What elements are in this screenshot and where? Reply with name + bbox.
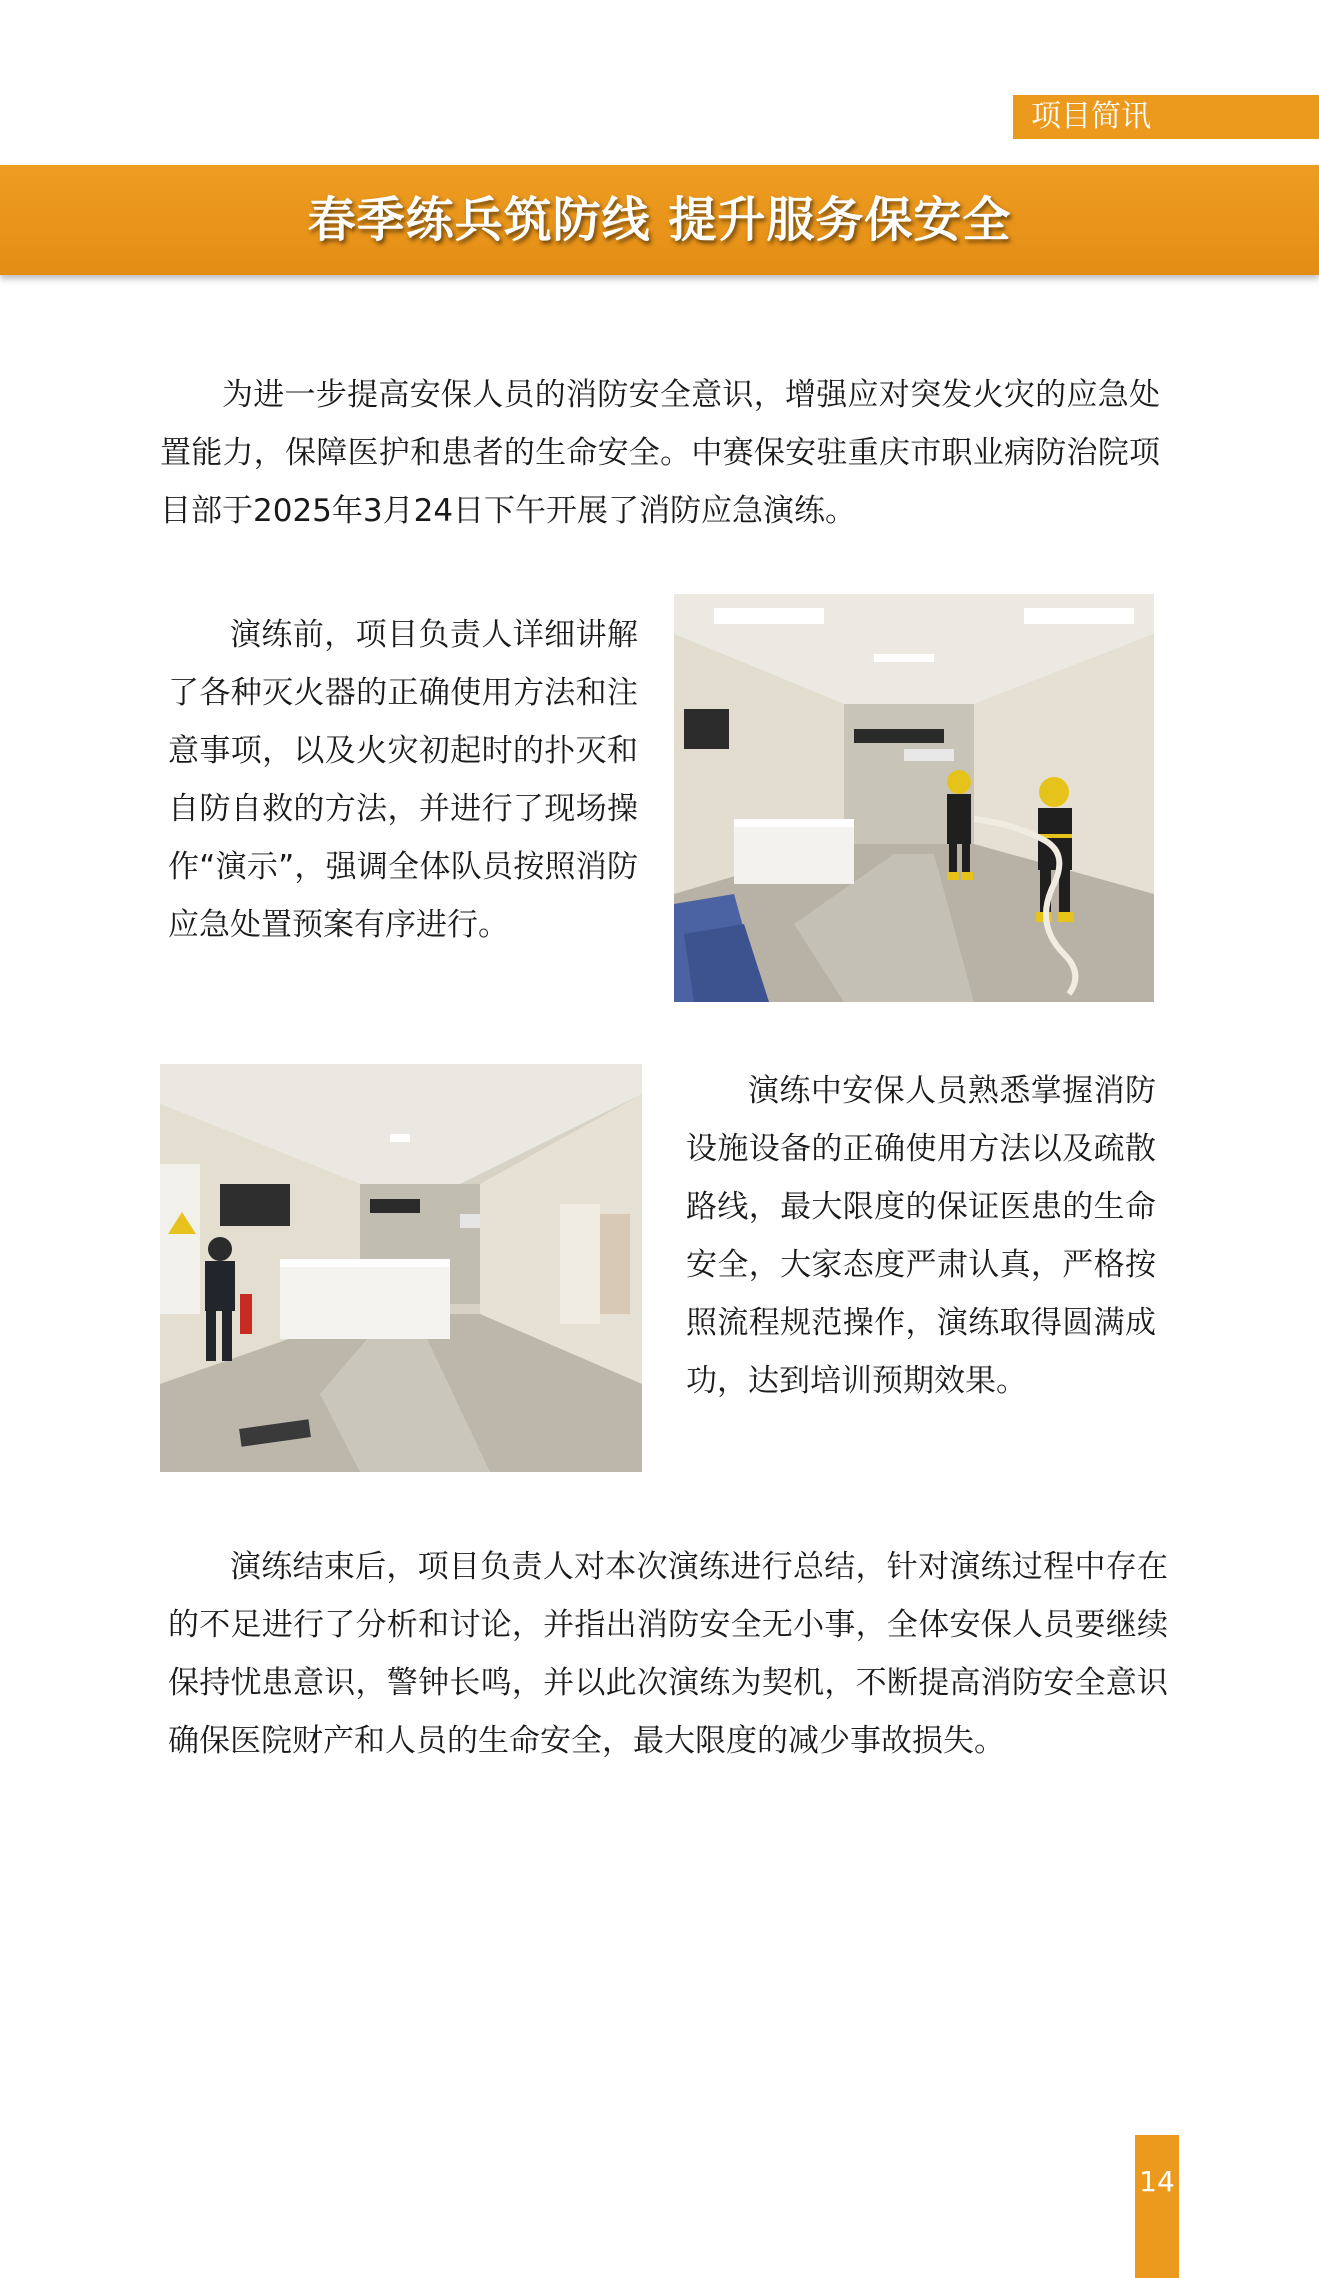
page-number: 14 [1139, 2165, 1175, 2198]
title-banner [0, 165, 1319, 275]
summary-paragraph: 演练结束后，项目负责人对本次演练进行总结，针对演练过程中存在的不足进行了分析和讨论，并指出消防安全无小事，全体安保人员要继续保持忧患意识，警钟长鸣，并以此次演练为契机，不断提高消防安全意识确保医院财产和人员的生命安全，最大限度的减少事故损失。 [168, 1549, 1168, 1759]
section-tag: 项目简讯 [1013, 95, 1319, 139]
page-title: 春季练兵筑防线 提升服务保安全 [307, 192, 1012, 248]
page-number-bar [1135, 2135, 1179, 2278]
extinguisher-drill-photo [160, 1064, 642, 1472]
firefighting-drill-photo [674, 594, 1154, 1002]
intro-paragraph: 为进一步提高安保人员的消防安全意识，增强应对突发火灾的应急处置能力，保障医护和患者的生命安全。中赛保安驻重庆市职业病防治院项目部于2025年3月24日下午开展了消防应急演练。 [160, 377, 1160, 529]
pre-drill-paragraph: 演练前，项目负责人详细讲解了各种灭火器的正确使用方法和注意事项，以及火灾初起时的扑灭和自防自救的方法，并进行了现场操作“演示”，强调全体队员按照消防应急处置预案有序进行。 [168, 617, 638, 943]
during-drill-paragraph: 演练中安保人员熟悉掌握消防设施设备的正确使用方法以及疏散路线，最大限度的保证医患的生命安全，大家态度严肃认真，严格按照流程规范操作，演练取得圆满成功，达到培训预期效果。 [686, 1073, 1156, 1399]
